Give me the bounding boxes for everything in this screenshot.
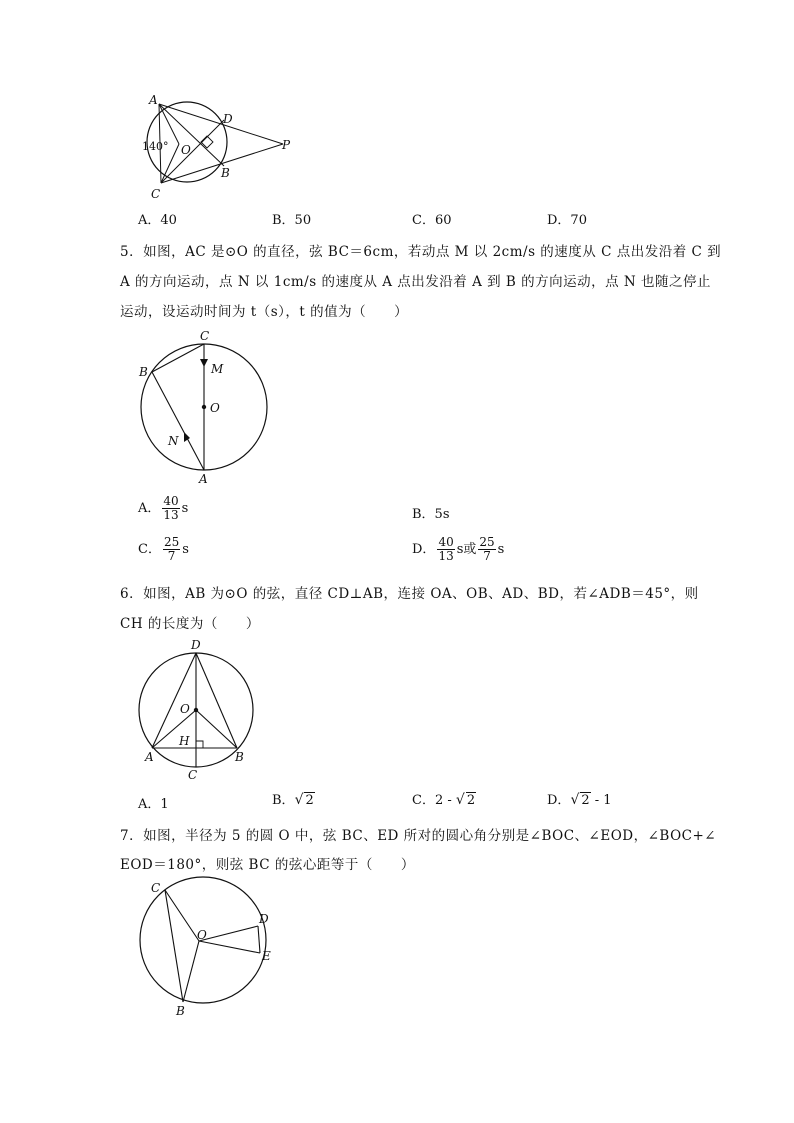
q5-option-a[interactable] [138, 495, 188, 522]
q4-label-O: O [181, 143, 191, 157]
q5-label-C: C [200, 329, 210, 343]
q4-label-P: P [282, 138, 291, 152]
q5-option-d-mid: s或 [456, 542, 477, 557]
sqrt-icon: √ [455, 792, 465, 808]
q6-option-d-prefix: D． [547, 793, 571, 808]
q5-option-d-unit: s [497, 542, 505, 557]
q6-label-H: H [179, 734, 190, 748]
q5-label-N: N [168, 434, 179, 448]
q5-option-c-unit: s [182, 542, 189, 557]
q5-option-d-prefix: D． [412, 542, 436, 557]
q4-label-B: B [221, 166, 230, 180]
sqrt-icon: √ [294, 792, 304, 808]
q7-stem-line-2: EOD＝180°，则弦 BC 的弦心距等于（ ） [120, 857, 415, 873]
q6-option-c[interactable] [412, 789, 476, 808]
q4-figure [135, 90, 305, 205]
q5-option-a-prefix: A． [138, 501, 161, 516]
q5-option-d-den-1: 13 [438, 549, 454, 563]
q5-option-a-den: 13 [163, 508, 179, 522]
q5-option-c[interactable] [138, 536, 189, 563]
q5-option-c-fraction [163, 536, 180, 563]
q5-option-a-unit: s [181, 501, 189, 516]
q5-stem-line-2: A 的方向运动，点 N 以 1cm/s 的速度从 A 点出发沿着 A 到 B 的方向运动，点 N 也随之停止 [120, 274, 712, 290]
q4-option-b[interactable]: B．50 [272, 213, 312, 228]
q5-option-d-num-2: 25 [479, 535, 495, 549]
q6-label-D: D [191, 638, 201, 652]
q4-option-c[interactable]: C．60 [412, 213, 452, 228]
q4-angle-label: 140° [142, 140, 169, 153]
q5-label-A: A [199, 472, 208, 486]
q5-option-d-fraction-1 [437, 536, 454, 563]
q7-figure [133, 873, 283, 1023]
q5-figure [133, 325, 278, 490]
q4-option-d[interactable]: D．70 [547, 213, 587, 228]
q7-stem-line-1: 7．如图，半径为 5 的圆 O 中，弦 BC、ED 所对的圆心角分别是∠BOC、∠EOD，∠BOC+∠ [120, 828, 717, 844]
q6-option-d[interactable] [547, 789, 612, 808]
q7-label-D: D [259, 912, 269, 926]
q6-label-B: B [235, 750, 244, 764]
q7-label-O: O [197, 928, 207, 942]
q6-stem-line-2: CH 的长度为（ ） [120, 616, 260, 632]
q5-label-O: O [210, 401, 220, 415]
q4-label-A: A [149, 93, 158, 107]
q5-option-a-fraction [162, 495, 179, 522]
q5-stem-line-3: 运动，设运动时间为 t（s），t 的值为（ ） [120, 304, 409, 320]
q4-option-a[interactable]: A．40 [138, 213, 177, 228]
q7-label-E: E [262, 949, 271, 963]
q6-option-b-prefix: B． [272, 793, 295, 808]
q6-stem-line-1: 6．如图，AB 为⊙O 的弦，直径 CD⊥AB，连接 OA、OB、AD、BD，若∠ADB＝45°，则 [120, 586, 699, 602]
q5-option-b[interactable]: B．5s [412, 507, 450, 522]
q4-label-D: D [223, 112, 233, 126]
q5-stem-line-1: 5．如图，AC 是⊙O 的直径，弦 BC＝6cm，若动点 M 以 2cm/s 的速度从 C 点出发沿着 C 到 [120, 244, 722, 260]
q5-label-B: B [139, 365, 148, 379]
q5-option-c-prefix: C． [138, 542, 161, 557]
q5-option-d[interactable] [412, 536, 504, 563]
q5-option-a-num: 40 [163, 494, 179, 508]
q5-option-c-den: 7 [167, 549, 176, 563]
q6-label-O: O [180, 702, 190, 716]
q5-option-c-num: 25 [163, 535, 180, 549]
q6-option-b[interactable] [272, 789, 315, 808]
q6-option-a[interactable]: A．1 [138, 797, 169, 812]
q6-option-c-radicand: 2 [466, 793, 476, 808]
q6-option-d-radicand: 2 [581, 793, 590, 808]
q6-option-b-radicand: 2 [305, 793, 314, 808]
sqrt-icon: √ [570, 792, 580, 808]
q5-option-d-fraction-2 [478, 536, 495, 563]
q7-label-C: C [151, 881, 161, 895]
q7-label-B: B [176, 1004, 185, 1018]
q5-label-M: M [211, 362, 224, 376]
q6-option-d-suffix: - 1 [590, 793, 612, 808]
q5-option-d-num-1: 40 [438, 535, 454, 549]
q6-option-c-prefix: C．2 - [412, 793, 456, 808]
q5-option-d-den-2: 7 [483, 549, 491, 563]
q4-label-C: C [151, 187, 161, 201]
q6-figure [133, 633, 273, 783]
q6-label-A: A [145, 750, 154, 764]
q6-label-C: C [188, 768, 198, 782]
